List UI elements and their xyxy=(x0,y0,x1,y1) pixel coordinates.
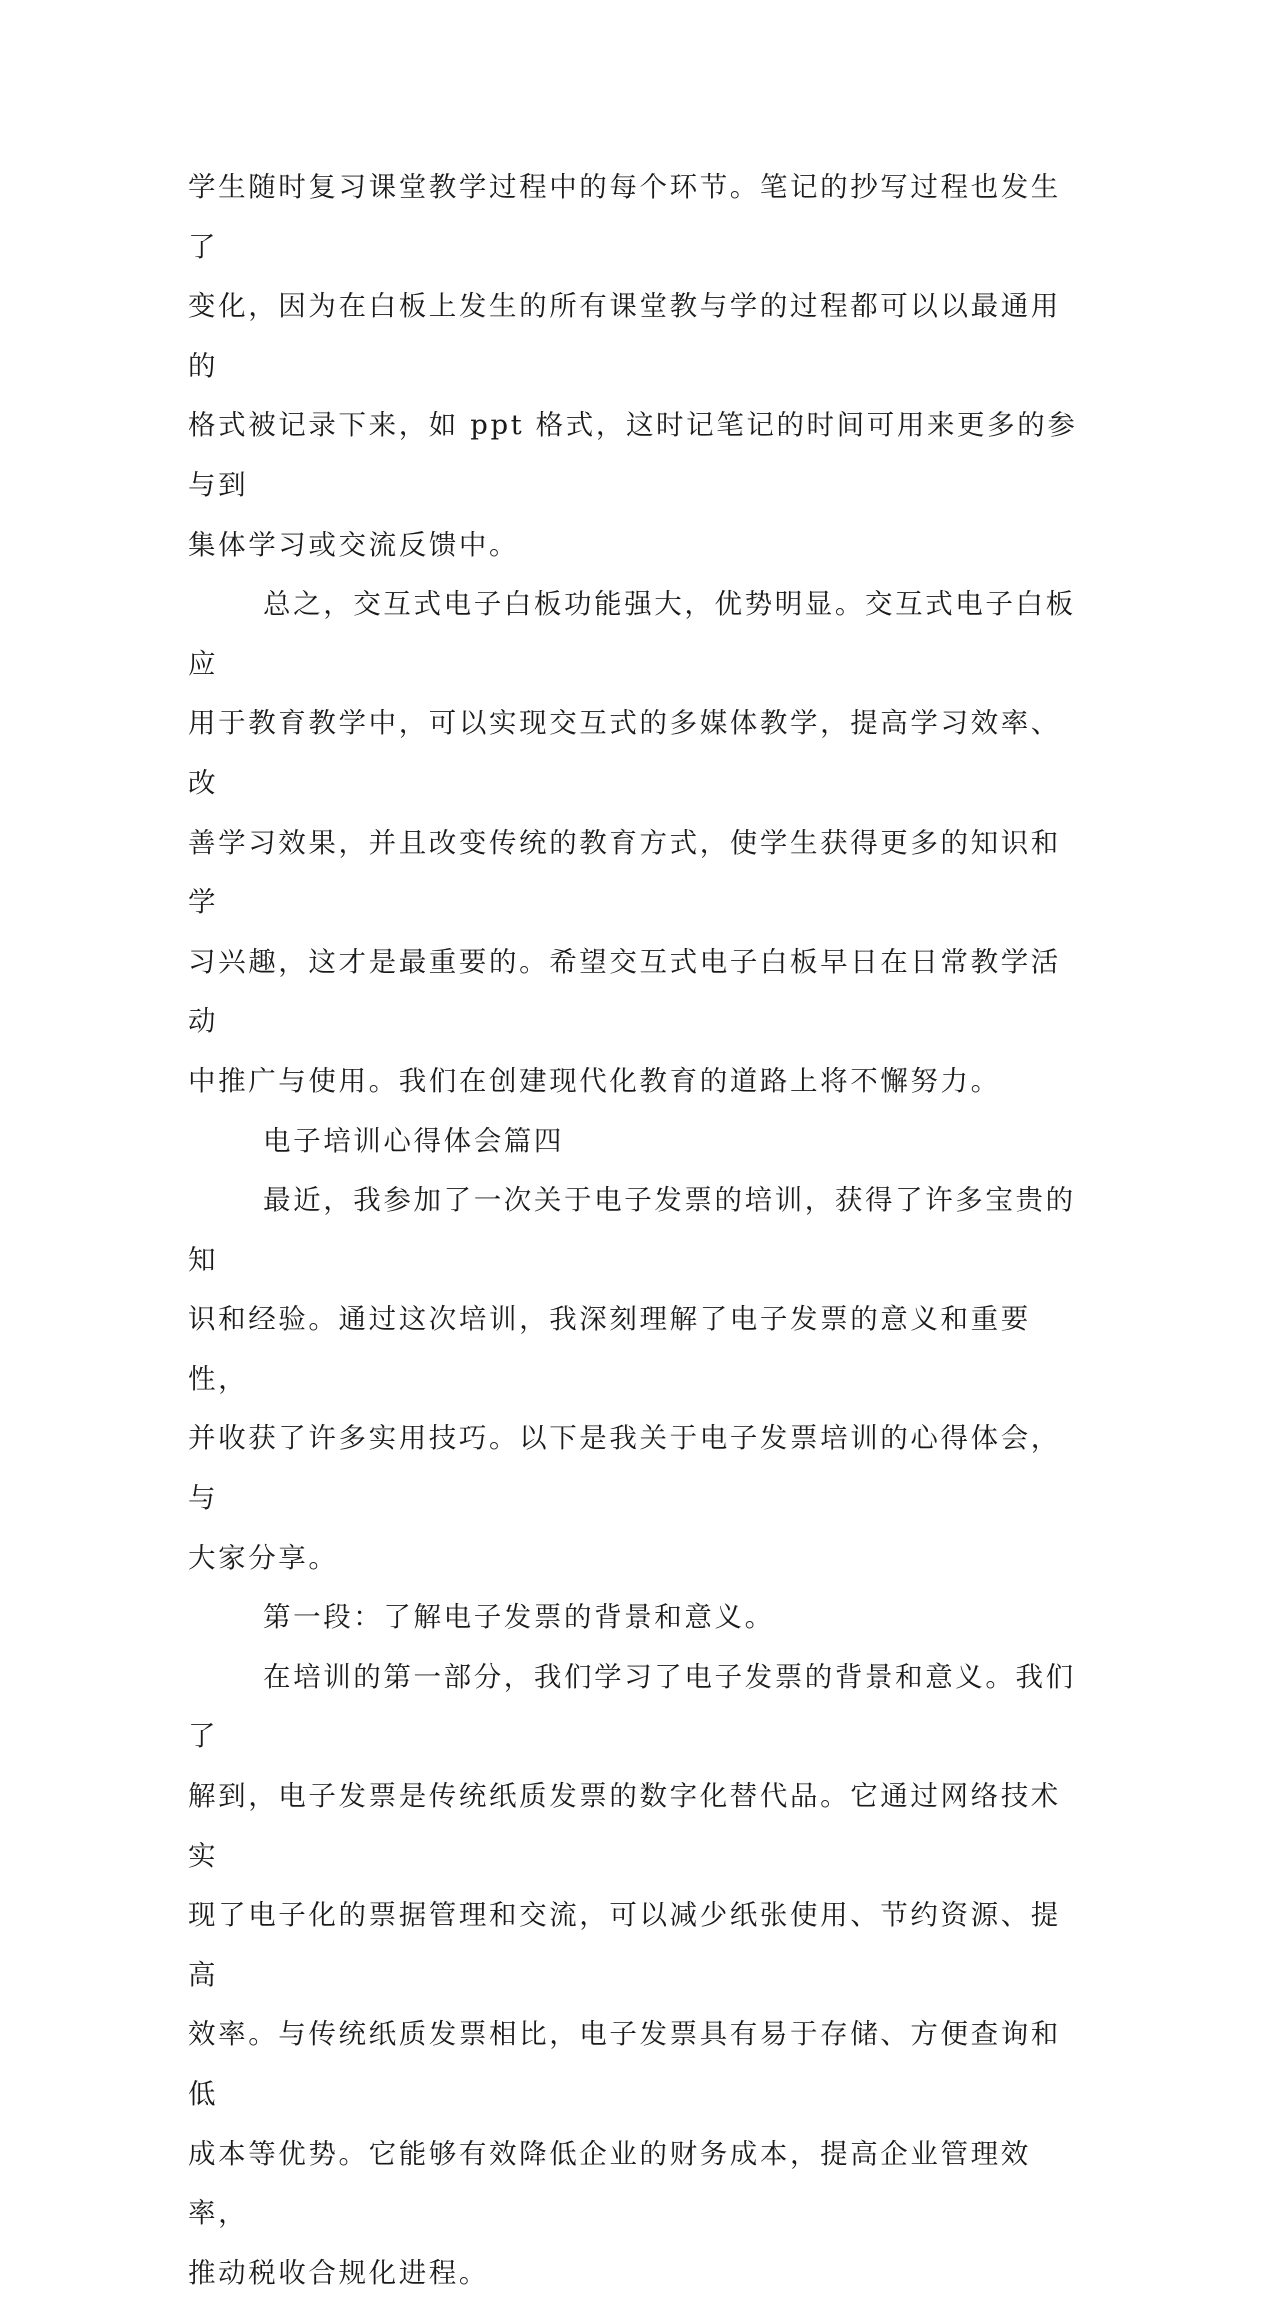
paragraph-6 xyxy=(188,1648,1088,2303)
text-line: 用于教育教学中，可以实现交互式的多媒体教学，提高学习效率、改 xyxy=(188,707,1061,799)
text-line: 习兴趣，这才是最重要的。希望交互式电子白板早日在日常教学活动 xyxy=(188,945,1061,1038)
text-line: 电子培训心得体会篇四 xyxy=(263,1124,564,1157)
text-line: 解到，电子发票是传统纸质发票的数字化替代品。它通过网络技术实 xyxy=(188,1780,1061,1872)
section-heading xyxy=(188,1112,1088,1172)
paragraph-4 xyxy=(188,1171,1088,1588)
text-line: 第一段：了解电子发票的背景和意义。 xyxy=(263,1601,775,1634)
text-line: 学生随时复习课堂教学过程中的每个环节。笔记的抄写过程也发生了 xyxy=(188,171,1061,263)
text-line: 变化，因为在白板上发生的所有课堂教与学的过程都可以以最通用的 xyxy=(188,290,1061,382)
text-line: 善学习效果，并且改变传统的教育方式，使学生获得更多的知识和学 xyxy=(188,826,1061,919)
document-body xyxy=(188,158,1088,2303)
text-line: 大家分享。 xyxy=(188,1541,339,1574)
text-line: 识和经验。通过这次培训，我深刻理解了电子发票的意义和重要性， xyxy=(188,1303,1031,1395)
text-line: 在培训的第一部分，我们学习了电子发票的背景和意义。我们了 xyxy=(188,1660,1076,1753)
paragraph-2 xyxy=(188,575,1088,1111)
text-line: 并收获了许多实用技巧。以下是我关于电子发票培训的心得体会，与 xyxy=(188,1422,1061,1515)
text-line: 推动税收合规化进程。 xyxy=(188,2256,489,2289)
text-line: 效率。与传统纸质发票相比，电子发票具有易于存储、方便查询和低 xyxy=(188,2018,1061,2110)
text-line: 最近，我参加了一次关于电子发票的培训，获得了许多宝贵的知 xyxy=(188,1184,1076,1276)
subsection-heading xyxy=(188,1588,1088,1648)
text-line: 成本等优势。它能够有效降低企业的财务成本，提高企业管理效率， xyxy=(188,2137,1031,2230)
text-line: 集体学习或交流反馈中。 xyxy=(188,528,520,561)
text-line: 总之，交互式电子白板功能强大，优势明显。交互式电子白板应 xyxy=(188,588,1076,680)
text-line: 中推广与使用。我们在创建现代化教育的道路上将不懈努力。 xyxy=(188,1064,1001,1097)
paragraph-1 xyxy=(188,158,1088,575)
text-line: 现了电子化的票据管理和交流，可以减少纸张使用、节约资源、提高 xyxy=(188,1899,1061,1991)
text-line: 格式被记录下来，如 ppt 格式，这时记笔记的时间可用来更多的参与到 xyxy=(188,409,1078,501)
